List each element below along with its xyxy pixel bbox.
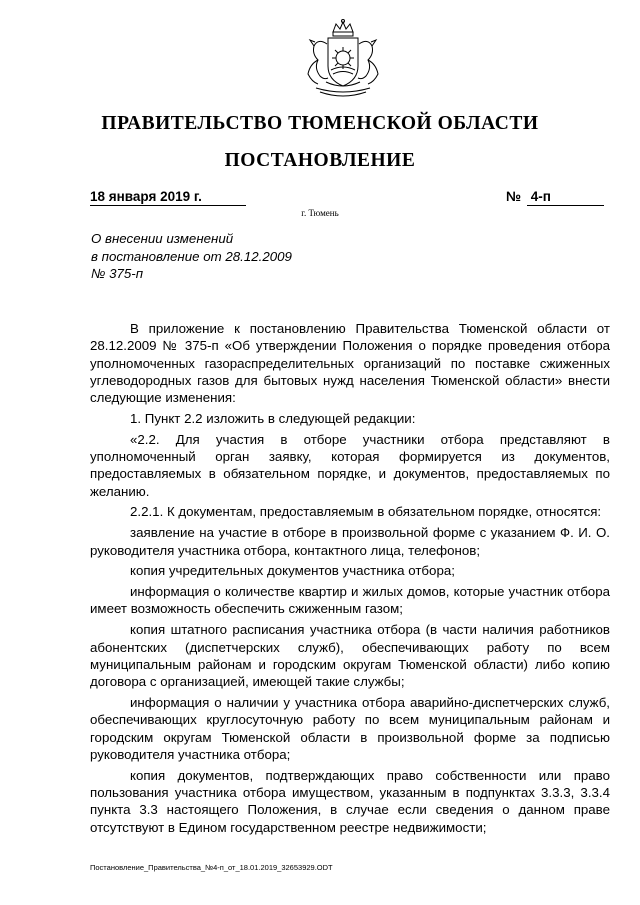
subject-line: в постановление от 28.12.2009 bbox=[91, 248, 292, 264]
body-paragraph: «2.2. Для участия в отборе участники отбора представляют в уполномоченный орган заявку, которая формируется из документов, предоставляемых в обязательном порядке, и документов, предоставляемых по желанию. bbox=[90, 431, 610, 499]
document-body bbox=[90, 320, 610, 839]
document-number-value: 4-п bbox=[530, 189, 551, 204]
document-number bbox=[527, 189, 604, 206]
coat-of-arms-icon bbox=[300, 18, 386, 102]
subject-line: № 375-п bbox=[91, 266, 144, 281]
footer-filename: Постановление_Правительства_№4-п_от_18.01.2019_32653929.ODT bbox=[90, 863, 333, 872]
body-paragraph: 1. Пункт 2.2 изложить в следующей редакции: bbox=[130, 410, 416, 426]
subject-line: О внесении изменений bbox=[91, 231, 234, 246]
body-paragraph: копия штатного расписания участника отбора (в части наличия работников абонентских (диспетчерских служб), обеспечивающих работу по всем муниципальным районам и городским округам Тюменской области) либо копию договора с организацией, имеющей такие службы; bbox=[90, 622, 610, 690]
org-title: ПРАВИТЕЛЬСТВО ТЮМЕНСКОЙ ОБЛАСТИ bbox=[101, 113, 539, 134]
document-subject bbox=[91, 230, 391, 283]
body-paragraph: копия документов, подтверждающих право собственности или право пользования участника отбора имуществом, указанным в подпунктах 3.3.3, 3.3.4 пункта 3.3 настоящего Положения, в случае если сведения о данном праве отсутствуют в Едином государственном реестре недвижимости; bbox=[90, 767, 610, 835]
document-number-label: № bbox=[506, 189, 522, 204]
body-paragraph: В приложение к постановлению Правительства Тюменской области от 28.12.2009 № 375-п «Об утверждении Положения о порядке проведения отбора уполномоченных газораспределительных организаций по поставке сжиженных углеводородных газов для бытовых нужд населения Тюменской области» внести следующие изменения: bbox=[90, 321, 610, 406]
document-date: 18 января 2019 г. bbox=[90, 189, 246, 206]
body-paragraph: 2.2.1. К документам, предоставляемым в обязательном порядке, относятся: bbox=[130, 504, 602, 520]
doc-type-title: ПОСТАНОВЛЕНИЕ bbox=[224, 150, 416, 171]
body-paragraph: информация о наличии у участника отбора аварийно-диспетчерских служб, обеспечивающих круглосуточную работу по всем муниципальным районам и городским округам Тюменской области в произвольной форме за подписью руководителя участника отбора; bbox=[90, 694, 610, 762]
city-label: г. Тюмень bbox=[301, 208, 339, 218]
body-paragraph: заявление на участие в отборе в произвольной форме с указанием Ф. И. О. руководителя участника отбора, контактного лица, телефонов; bbox=[90, 525, 610, 558]
body-paragraph: информация о количестве квартир и жилых домов, которые участник отбора имеет возможность обеспечить сжиженным газом; bbox=[90, 584, 610, 617]
body-paragraph: копия учредительных документов участника отбора; bbox=[130, 563, 455, 579]
